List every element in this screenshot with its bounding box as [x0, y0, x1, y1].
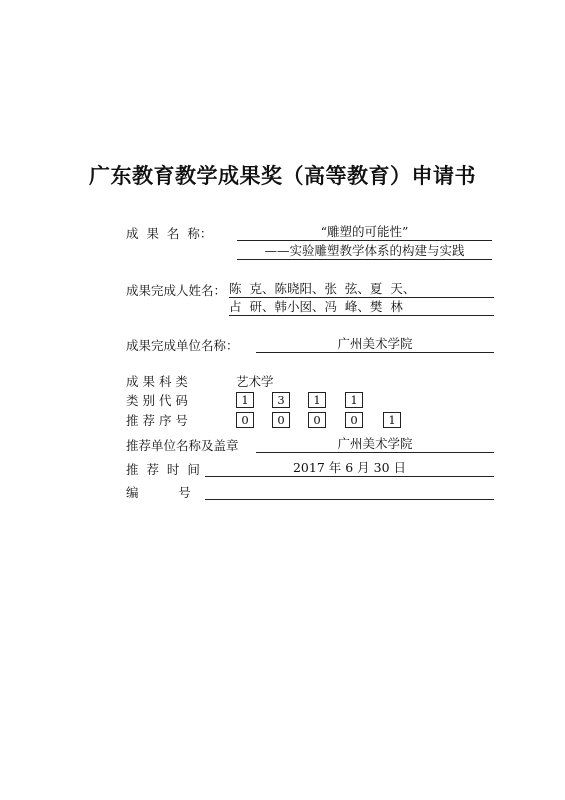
recommend-no-label: 推 荐 序 号	[126, 413, 188, 428]
recommend-unit-value: 广州美术学院	[256, 436, 494, 453]
recommend-time-value: 2017 年 6 月 30 日	[205, 460, 494, 477]
completing-unit-label: 成果完成单位名称：	[126, 338, 239, 353]
recommend-no-digit-3: 0	[308, 412, 326, 428]
document-title: 广东教育教学成果奖（高等教育）申请书	[89, 163, 476, 188]
recommend-time-label: 推 荐 时 间	[126, 462, 200, 477]
category-value: 艺术学	[236, 374, 274, 389]
recommend-unit-label: 推荐单位名称及盖章	[126, 438, 239, 453]
achievement-name-line1: “雕塑的可能性”	[237, 224, 492, 241]
category-code-digit-1: 1	[236, 392, 254, 408]
completers-line2: 占 研、韩小囡、冯 峰、樊 林	[229, 299, 494, 316]
recommend-no-digit-5: 1	[383, 412, 401, 428]
completing-unit-value: 广州美术学院	[256, 336, 494, 353]
category-code-digit-4: 1	[345, 392, 363, 408]
category-code-digit-3: 1	[308, 392, 326, 408]
achievement-name-line2: ——实验雕塑教学体系的构建与实践	[237, 243, 492, 260]
category-code-digit-2: 3	[272, 392, 290, 408]
completers-label: 成果完成人姓名：	[126, 283, 227, 298]
recommend-no-digit-1: 0	[236, 412, 254, 428]
recommend-no-digit-4: 0	[345, 412, 363, 428]
category-label: 成 果 科 类	[126, 374, 188, 389]
serial-label: 编 号	[126, 485, 191, 500]
serial-value	[205, 483, 494, 500]
recommend-no-digit-2: 0	[272, 412, 290, 428]
category-code-label: 类 别 代 码	[126, 393, 188, 408]
completers-line1: 陈 克、陈晓阳、张 弦、夏 天、	[229, 281, 494, 298]
achievement-name-label: 成 果 名 称：	[126, 226, 213, 241]
